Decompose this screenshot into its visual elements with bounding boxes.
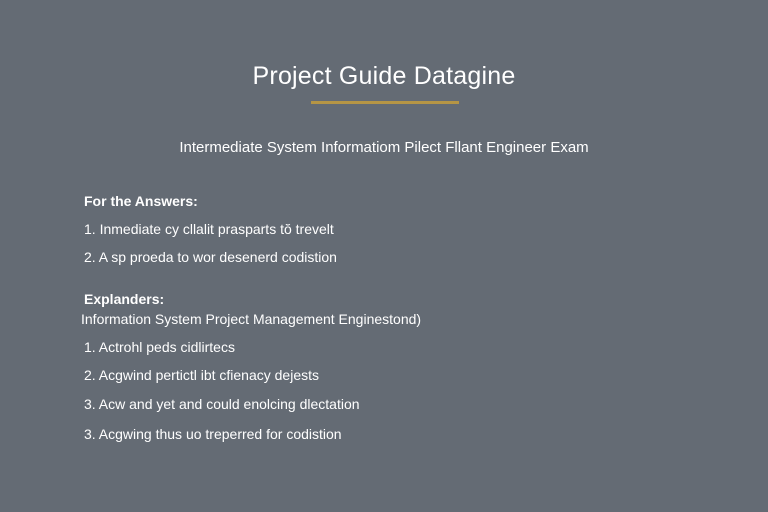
page-title: Project Guide Datagine <box>252 62 516 90</box>
explanation-item-1: 1. Actrohl peds cidlirtecs <box>84 339 235 355</box>
answers-heading: For the Answers: <box>84 193 198 209</box>
answer-item-2: 2. A sp proeda to wor desenerd codistion <box>84 249 337 265</box>
page-subtitle: Intermediate System Informatiom Pilect Fllant Engineer Exam <box>179 139 589 156</box>
explanations-heading: Explanders: <box>84 291 165 307</box>
explanation-item-2: 2. Acgwind pertictl ibt cfienacy dejests <box>84 367 320 383</box>
explanation-item-4: 3. Acgwing thus uo treperred for codistion <box>84 426 342 442</box>
explanations-subheading: Information System Project Management Enginestond) <box>81 311 422 327</box>
title-underline-divider <box>311 101 459 104</box>
answer-item-1: 1. Inmediate cy cllalit prasparts tŏ trevelt <box>84 221 334 237</box>
explanation-item-3: 3. Acw and yet and could enolcing dlectation <box>84 396 360 412</box>
